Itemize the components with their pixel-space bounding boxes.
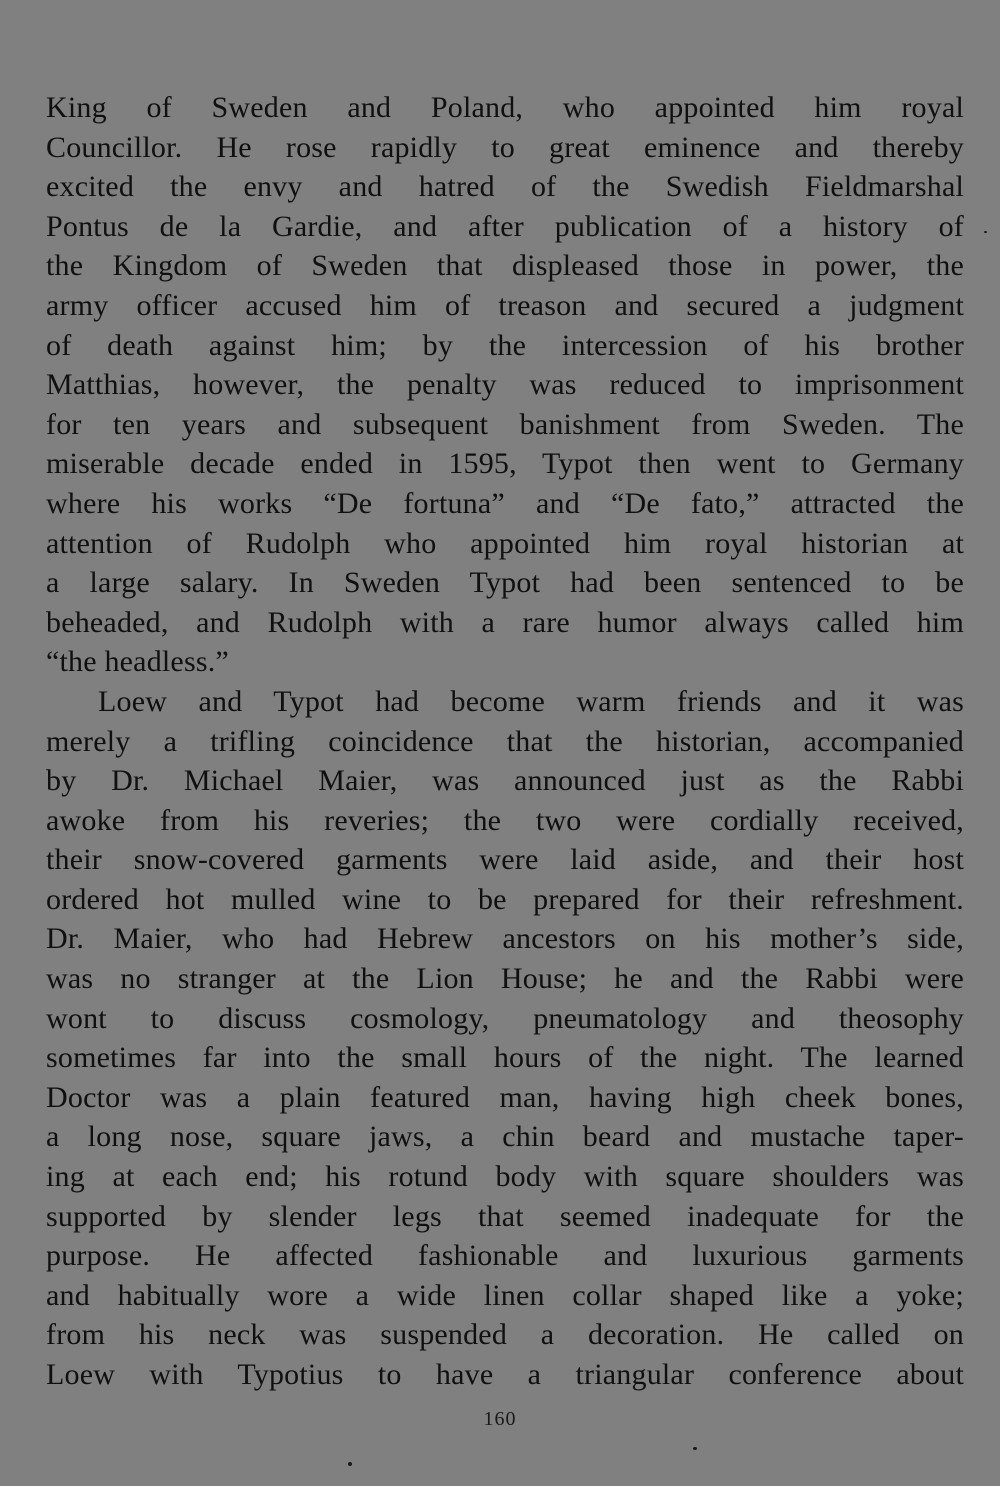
text-line: wont to discuss cosmology, pneumatology and theosophy [46, 1001, 964, 1035]
text-line: and habitually wore a wide linen collar shaped like a yoke; [46, 1278, 964, 1312]
text-line: awoke from his reveries; the two were cordially received, [46, 803, 964, 837]
text-line: beheaded, and Rudolph with a rare humor always called him [46, 605, 964, 639]
text-line: Matthias, however, the penalty was reduced to imprisonment [46, 368, 964, 402]
text-line: from his neck was suspended a decoration. He called on [46, 1318, 964, 1352]
text-line: a large salary. In Sweden Typot had been sentenced to be [46, 566, 964, 600]
text-line: where his works “De fortuna” and “De fato,” attracted the [46, 486, 964, 520]
text-line: a long nose, square jaws, a chin beard and mustache taper- [46, 1120, 964, 1154]
scan-speck [984, 231, 987, 233]
text-line: miserable decade ended in 1595, Typot then went to Germany [46, 447, 964, 481]
text-line: by Dr. Michael Maier, was announced just as the Rabbi [46, 764, 964, 798]
text-line: army officer accused him of treason and secured a judgment [46, 288, 964, 322]
paragraph-first-line: Loew and Typot had become warm friends and it was [98, 684, 964, 718]
text-line: purpose. He affected fashionable and luxurious garments [46, 1239, 964, 1273]
text-line: Loew with Typotius to have a triangular conference about [46, 1358, 964, 1391]
text-line: supported by slender legs that seemed inadequate for the [46, 1199, 964, 1233]
text-line: their snow-covered garments were laid aside, and their host [46, 843, 964, 877]
text-line: Councillor. He rose rapidly to great eminence and thereby [46, 130, 964, 164]
text-line: Doctor was a plain featured man, having high cheek bones, [46, 1080, 964, 1114]
text-line: ordered hot mulled wine to be prepared for their refreshment. [46, 882, 964, 916]
text-line: merely a trifling coincidence that the historian, accompanied [46, 724, 964, 758]
text-line: Pontus de la Gardie, and after publication of a history of [46, 209, 964, 243]
text-line: sometimes far into the small hours of the night. The learned [46, 1041, 964, 1075]
text-line: of death against him; by the intercession of his brother [46, 328, 964, 362]
scan-speck [348, 1462, 352, 1466]
text-line: King of Sweden and Poland, who appointed him royal [46, 91, 964, 124]
text-line: Dr. Maier, who had Hebrew ancestors on his mother’s side, [46, 922, 964, 956]
text-line: for ten years and subsequent banishment from Sweden. The [46, 407, 964, 441]
text-line: excited the envy and hatred of the Swedish Fieldmarshal [46, 170, 964, 204]
text-line: was no stranger at the Lion House; he and the Rabbi were [46, 962, 964, 996]
paragraph-end-line: “the headless.” [46, 645, 229, 679]
text-line: attention of Rudolph who appointed him royal historian at [46, 526, 964, 560]
body-text [46, 88, 964, 1395]
scan-speck [693, 1447, 697, 1450]
text-line: ing at each end; his rotund body with square shoulders was [46, 1160, 964, 1194]
text-line: the Kingdom of Sweden that displeased those in power, the [46, 249, 964, 283]
page-number: 160 [483, 1408, 517, 1430]
